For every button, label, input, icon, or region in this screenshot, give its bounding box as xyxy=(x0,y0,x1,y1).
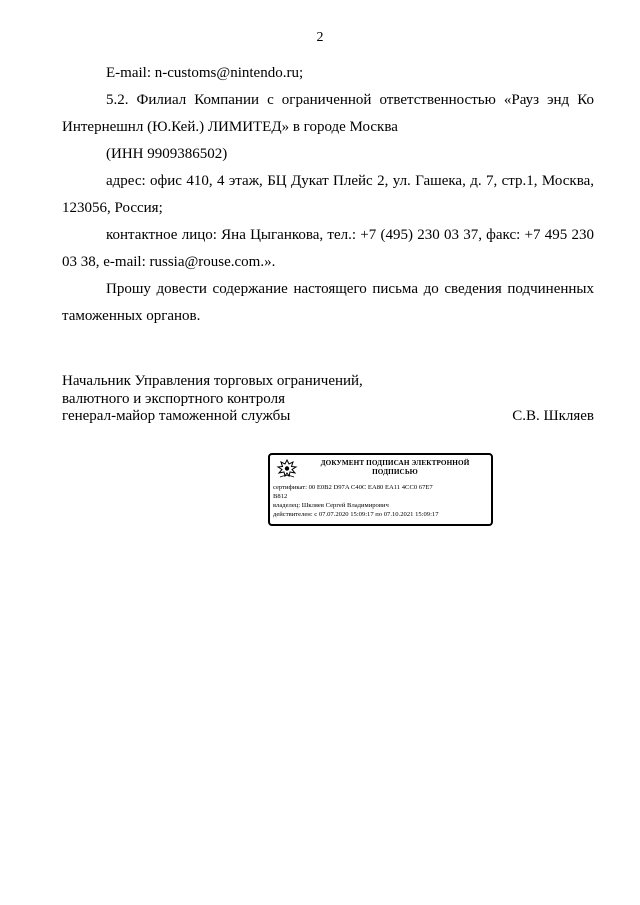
page-number: 2 xyxy=(316,30,324,45)
signatory-position-line-1: Начальник Управления торговых ограничений, xyxy=(62,373,363,389)
stamp-owner: владелец: Шкляев Сергей Владимирович xyxy=(273,502,389,509)
signatory-position-line-2: валютного и экспортного контроля xyxy=(62,390,285,407)
signatory-name: С.В. Шкляев xyxy=(512,408,594,424)
stamp-title xyxy=(302,459,488,477)
contact-paragraph xyxy=(62,222,594,276)
stamp-title-line-1: ДОКУМЕНТ ПОДПИСАН ЭЛЕКТРОННОЙ xyxy=(320,459,470,467)
contact-line-2: 03 38, e-mail: russia@rouse.com.». xyxy=(62,254,276,270)
stamp-certificate-line-1: сертификат: 00 E0B2 D97A C40C EA80 EA11 4CC0 67E7 xyxy=(273,484,433,491)
address-line-1: адрес: офис 410, 4 этаж, БЦ Дукат Плейс 2, ул. Гашека, д. 7, стр.1, Москва, xyxy=(106,173,594,189)
signature-block xyxy=(62,373,594,426)
stamp-details xyxy=(273,483,489,519)
email-paragraph xyxy=(62,60,594,87)
request-line-1: Прошу довести содержание настоящего письма до сведения подчиненных xyxy=(106,281,594,297)
address-paragraph xyxy=(62,168,594,222)
request-line-2: таможенных органов. xyxy=(62,308,201,324)
branch-line-2: Интернешнл (Ю.Кей.) ЛИМИТЕД» в городе Москва xyxy=(62,119,398,135)
inn-paragraph xyxy=(62,141,594,168)
emblem-icon xyxy=(276,459,298,479)
branch-paragraph xyxy=(62,87,594,141)
request-paragraph xyxy=(62,276,594,330)
address-line-2: 123056, Россия; xyxy=(62,200,163,216)
signatory-last-row xyxy=(62,408,594,426)
email-line: E-mail: n-customs@nintendo.ru; xyxy=(106,65,304,81)
inn-line: (ИНН 9909386502) xyxy=(106,146,228,162)
contact-line-1: контактное лицо: Яна Цыганкова, тел.: +7 (495) 230 03 37, факс: +7 495 230 xyxy=(106,227,594,243)
stamp-certificate-line-2: B812 xyxy=(273,493,288,500)
electronic-signature-stamp xyxy=(268,453,493,526)
letter-body xyxy=(62,60,594,330)
stamp-validity: действителен: с 07.07.2020 15:09:17 по 07.10.2021 15:09:17 xyxy=(273,511,439,518)
branch-line-1: 5.2. Филиал Компании с ограниченной ответственностью «Рауз энд Ко xyxy=(106,92,594,108)
stamp-title-line-2: ПОДПИСЬЮ xyxy=(372,468,418,476)
signatory-position-line-3: генерал-майор таможенной службы xyxy=(62,408,291,424)
